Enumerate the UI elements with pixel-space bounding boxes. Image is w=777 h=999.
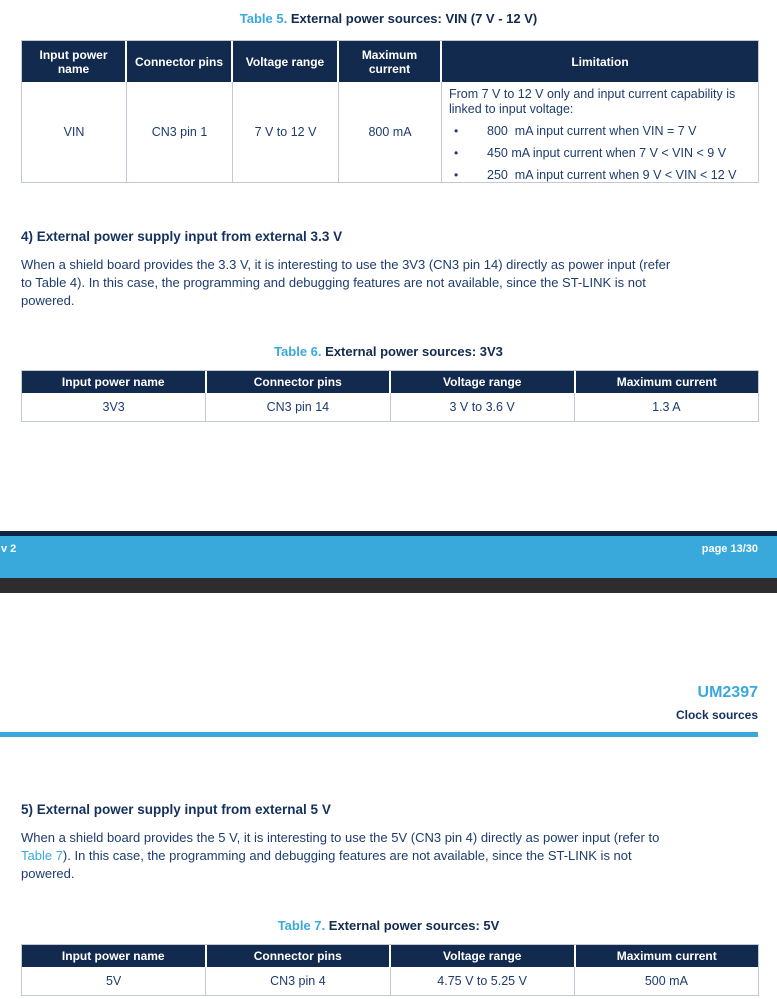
cell-input-power-name: 5V: [22, 967, 206, 995]
table7-link[interactable]: Table 7: [21, 848, 63, 863]
column-header: Input power name: [22, 371, 207, 393]
column-header: Voltage range: [233, 41, 339, 82]
page-separator: [0, 578, 777, 593]
table6-header-row: [22, 371, 758, 393]
table7-header-row: [22, 945, 758, 967]
table6-caption: [0, 344, 777, 359]
column-header: Connector pins: [207, 371, 392, 393]
section4-heading: 4) External power supply input from external 3.3 V: [21, 229, 343, 244]
column-header: Maximum current: [616, 375, 717, 389]
cell-voltage-range: 7 V to 12 V: [233, 82, 339, 182]
bullet-icon: •: [454, 146, 459, 160]
cell-maximum-current: 500 mA: [644, 974, 688, 988]
header-rule: [0, 732, 758, 737]
column-header: Connector pins: [127, 41, 233, 82]
cell-maximum-current: 1.3 A: [652, 400, 681, 414]
cell-input-power-name: 3V3: [22, 393, 206, 421]
section5-paragraph: When a shield board provides the 5 V, it is interesting to use the 5V (CN3 pin 4) directly as power input (refer to Table 7). In this case, the programming and debugging features are not available, since the ST-LINK is not powered.: [21, 830, 660, 881]
column-header: Maximum current: [339, 41, 442, 82]
table5-header-row: [22, 41, 758, 82]
column-header: Connector pins: [207, 945, 392, 967]
table-row: [22, 393, 758, 421]
table7-caption-title: External power sources: 5V: [328, 918, 500, 933]
column-header: Input power name: [22, 41, 127, 82]
limitation-intro: From 7 V to 12 V only and input current capability is linked to input voltage:: [449, 87, 736, 116]
table7-caption-label: Table 7.: [277, 918, 326, 933]
cell-input-power-name: VIN: [22, 82, 127, 182]
table5-caption: [0, 11, 777, 26]
table5-caption-label: Table 5.: [239, 11, 288, 26]
bullet-icon: •: [454, 124, 459, 138]
limitation-bullet: • 800 mA input current when VIN = 7 V: [449, 124, 750, 139]
column-header: Maximum current: [616, 949, 717, 963]
chapter-title: Clock sources: [675, 708, 758, 722]
section4-paragraph: When a shield board provides the 3.3 V, it is interesting to use the 3V3 (CN3 pin 14) directly as power input (refer to Table 4). In this case, the programming and debugging features are not available, since the ST-LINK is not powered.: [21, 257, 671, 308]
cell-connector-pins: CN3 pin 1: [127, 82, 233, 182]
table7-caption: [0, 918, 777, 933]
limitation-bullet: • 250 mA input current when 9 V < VIN < 12 V: [449, 168, 750, 183]
column-header: Limitation: [571, 54, 629, 69]
cell-connector-pins: CN3 pin 14: [206, 393, 390, 421]
column-header: Voltage range: [391, 371, 576, 393]
footer-revision-text: v 2: [1, 543, 17, 555]
limitation-bullet: • 450 mA input current when 7 V < VIN < 9 V: [449, 146, 750, 161]
table5-caption-title: External power sources: VIN (7 V - 12 V): [290, 11, 538, 26]
table-row: [22, 967, 758, 995]
column-header: Input power name: [22, 945, 207, 967]
cell-connector-pins: CN3 pin 4: [206, 967, 390, 995]
page-footer-bar: [0, 536, 777, 578]
table-row: [22, 82, 758, 182]
table7: [21, 944, 759, 996]
table6-caption-label: Table 6.: [274, 344, 322, 359]
cell-voltage-range: 4.75 V to 5.25 V: [391, 967, 575, 995]
column-header: Voltage range: [391, 945, 576, 967]
table6-caption-title: External power sources: 3V3: [325, 344, 503, 359]
cell-maximum-current: 800 mA: [339, 82, 442, 182]
bullet-icon: •: [454, 168, 459, 182]
cell-limitation: [442, 82, 758, 182]
table5: [21, 40, 759, 183]
page-number-indicator: page 13/30: [701, 543, 758, 555]
cell-voltage-range: 3 V to 3.6 V: [391, 393, 575, 421]
section5-heading: 5) External power supply input from external 5 V: [21, 802, 331, 817]
table6: [21, 370, 759, 422]
document-id: UM2397: [697, 684, 758, 701]
